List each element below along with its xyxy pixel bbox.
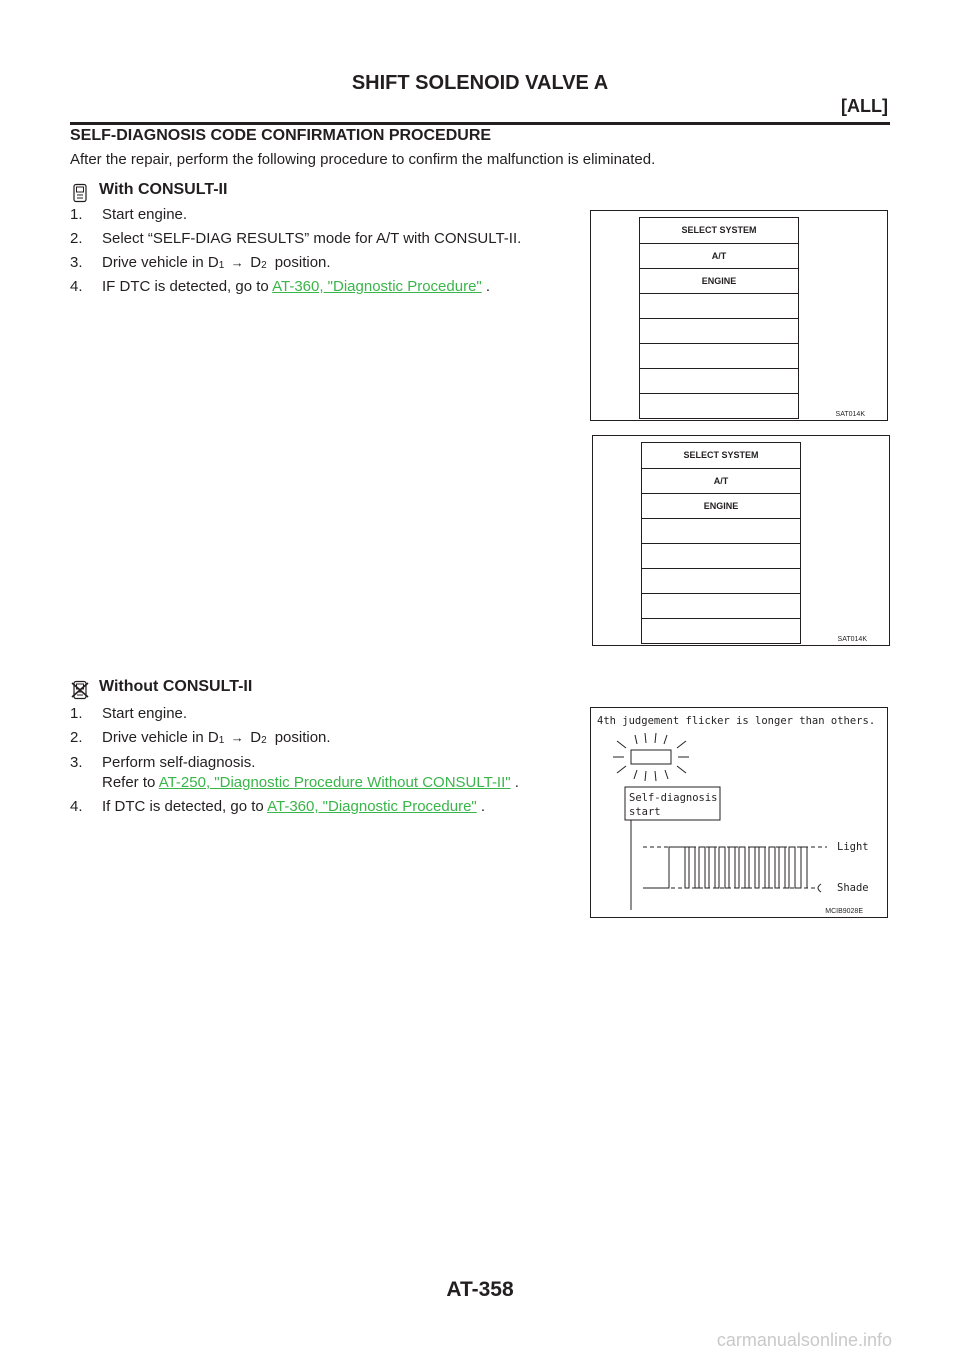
select-system-menu	[639, 217, 799, 419]
section-tag: [ALL]	[841, 96, 888, 116]
indicator-lamp	[631, 750, 671, 764]
select-system-figure-2	[592, 435, 890, 646]
procedure-heading: SELF-DIAGNOSIS CODE CONFIRMATION PROCEDURE	[70, 127, 492, 144]
select-system-menu	[641, 442, 801, 644]
consult-tool-icon	[70, 183, 90, 203]
watermark: carmanualsonline.info	[716, 1330, 892, 1350]
menu-row-empty	[640, 293, 798, 318]
flicker-waveform	[643, 847, 807, 888]
menu-row-empty	[642, 568, 800, 593]
figure-id: MCIB9028E	[825, 908, 863, 915]
with-consult-heading: With CONSULT-II	[99, 181, 228, 198]
diagnostic-procedure-link[interactable]: AT-360, "Diagnostic Procedure"	[272, 278, 482, 295]
shade-pointer	[818, 884, 821, 892]
shade-label: Shade	[837, 882, 869, 894]
light-label: Light	[837, 841, 869, 853]
with-step-1: 1. Start engine.	[70, 206, 188, 223]
select-system-figure-1	[590, 210, 888, 421]
menu-row-title: SELECT SYSTEM	[681, 225, 757, 235]
without-step-4: 4. If DTC is detected, go to AT-360, "Diagnostic Procedure" .	[70, 798, 486, 815]
menu-row-empty	[640, 393, 798, 418]
menu-row-at: A/T	[642, 468, 800, 493]
figure-id: SAT014K	[835, 411, 865, 418]
flicker-figure	[590, 707, 888, 918]
no-consult-tool-icon	[70, 680, 90, 700]
lamp-rays	[613, 733, 689, 781]
procedure-intro: After the repair, perform the following procedure to confirm the malfunction is eliminated.	[70, 151, 656, 168]
header-rule	[70, 122, 890, 125]
page-title: SHIFT SOLENOID VALVE A	[351, 72, 609, 94]
with-step-3: 3. Drive vehicle in $D_1 \to D_2$ position.	[70, 254, 331, 271]
menu-row-empty	[642, 518, 800, 543]
menu-row-empty	[642, 618, 800, 643]
menu-row-title: SELECT SYSTEM	[683, 450, 759, 460]
without-step-3: 3. Perform self-diagnosis. Refer to AT-250, "Diagnostic Procedure Without CONSULT-II" .	[70, 754, 519, 791]
figure-id: SAT014K	[837, 636, 867, 643]
menu-row-engine: ENGINE	[640, 268, 798, 293]
without-step-2: 2. Drive vehicle in $D_1 \to D_2$ position.	[70, 729, 331, 746]
menu-row-engine: ENGINE	[642, 493, 800, 518]
menu-row-empty	[640, 318, 798, 343]
with-step-2: 2. Select “SELF-DIAG RESULTS” mode for A/T with CONSULT-II.	[70, 230, 522, 247]
start-label-line2: start	[629, 806, 661, 818]
flicker-caption: 4th judgement flicker is longer than others.	[597, 715, 876, 727]
without-consult-heading: Without CONSULT-II	[99, 678, 253, 695]
diagnostic-procedure-link[interactable]: AT-360, "Diagnostic Procedure"	[267, 798, 477, 815]
diagnostic-procedure-without-consult-link[interactable]: AT-250, "Diagnostic Procedure Without CONSULT-II"	[158, 774, 511, 791]
menu-row-empty	[640, 343, 798, 368]
start-label-line1: Self-diagnosis	[629, 792, 718, 804]
menu-row-empty	[640, 368, 798, 393]
menu-row-at: A/T	[640, 243, 798, 268]
without-step-1: 1. Start engine.	[70, 705, 188, 722]
menu-row-empty	[642, 593, 800, 618]
page-number: AT-358	[446, 1278, 514, 1301]
with-step-4: 4. IF DTC is detected, go to AT-360, "Diagnostic Procedure" .	[70, 278, 491, 295]
menu-row-empty	[642, 543, 800, 568]
flicker-diagram	[591, 708, 887, 917]
